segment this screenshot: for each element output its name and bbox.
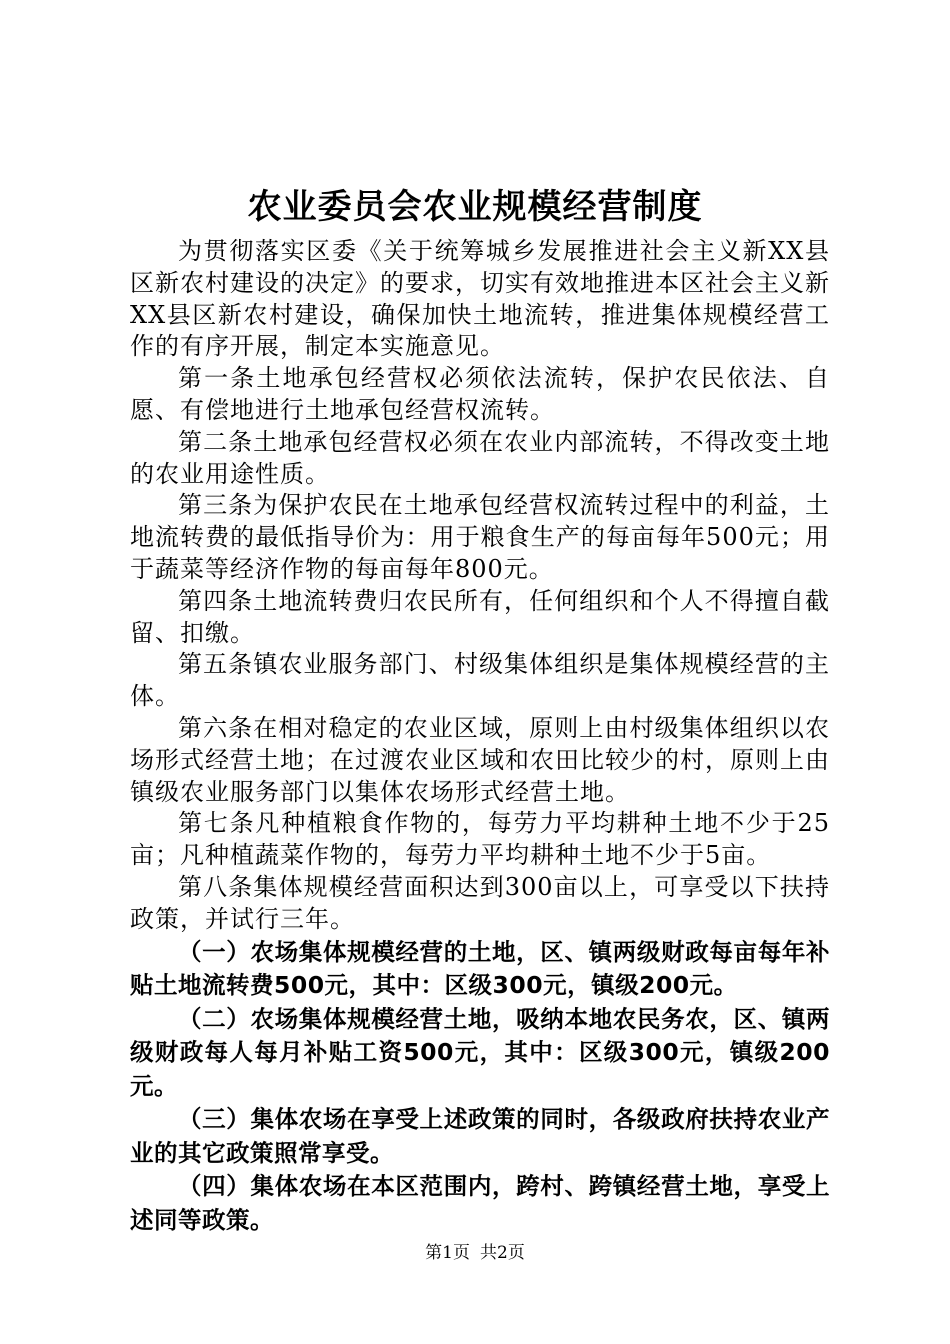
page-number-current: 第1页	[425, 1243, 470, 1263]
paragraph-policy-2: （二）农场集体规模经营土地，吸纳本地农民务农，区、镇两级财政每人每月补贴工资500元，其中：区级300元，镇级200元。	[130, 1004, 830, 1100]
paragraph-article-7: 第七条凡种植粮食作物的，每劳力平均耕种土地不少于25亩；凡种植蔬菜作物的，每劳力平均耕种土地不少于5亩。	[130, 809, 830, 870]
paragraph-policy-3: （三）集体农场在享受上述政策的同时，各级政府扶持农业产业的其它政策照常享受。	[130, 1105, 830, 1167]
paragraph-article-6: 第六条在相对稳定的农业区域，原则上由村级集体组织以农场形式经营土地；在过渡农业区域和农田比较少的村，原则上由镇级农业服务部门以集体农场形式经营土地。	[130, 713, 830, 806]
paragraph-article-1: 第一条土地承包经营权必须依法流转，保护农民依法、自愿、有偿地进行土地承包经营权流转。	[130, 364, 830, 424]
paragraph-preamble: 为贯彻落实区委《关于统筹城乡发展推进社会主义新XX县区新农村建设的决定》的要求，切实有效地推进本区社会主义新XX县区新农村建设，确保加快土地流转，推进集体规模经营工作的有序开展，制定本实施意见。	[130, 237, 830, 361]
paragraph-article-2: 第二条土地承包经营权必须在农业内部流转，不得改变土地的农业用途性质。	[130, 427, 830, 488]
page-footer	[0, 1241, 950, 1265]
paragraph-policy-1: （一）农场集体规模经营的土地，区、镇两级财政每亩每年补贴土地流转费500元，其中：区级300元，镇级200元。	[130, 937, 830, 1000]
paragraph-article-3: 第三条为保护农民在土地承包经营权流转过程中的利益，土地流转费的最低指导价为：用于粮食生产的每亩每年500元；用于蔬菜等经济作物的每亩每年800元。	[130, 491, 830, 583]
paragraph-policy-4: （四）集体农场在本区范围内，跨村、跨镇经营土地，享受上述同等政策。	[130, 1172, 830, 1234]
document-body	[130, 236, 830, 1237]
paragraph-article-8: 第八条集体规模经营面积达到300亩以上，可享受以下扶持政策，并试行三年。	[130, 872, 830, 933]
paragraph-article-5: 第五条镇农业服务部门、村级集体组织是集体规模经营的主体。	[130, 650, 830, 711]
page-number-total: 共2页	[480, 1243, 525, 1263]
paragraph-article-4: 第四条土地流转费归农民所有，任何组织和个人不得擅自截留、扣缴。	[130, 586, 830, 647]
document-title: 农业委员会农业规模经营制度	[247, 187, 703, 227]
